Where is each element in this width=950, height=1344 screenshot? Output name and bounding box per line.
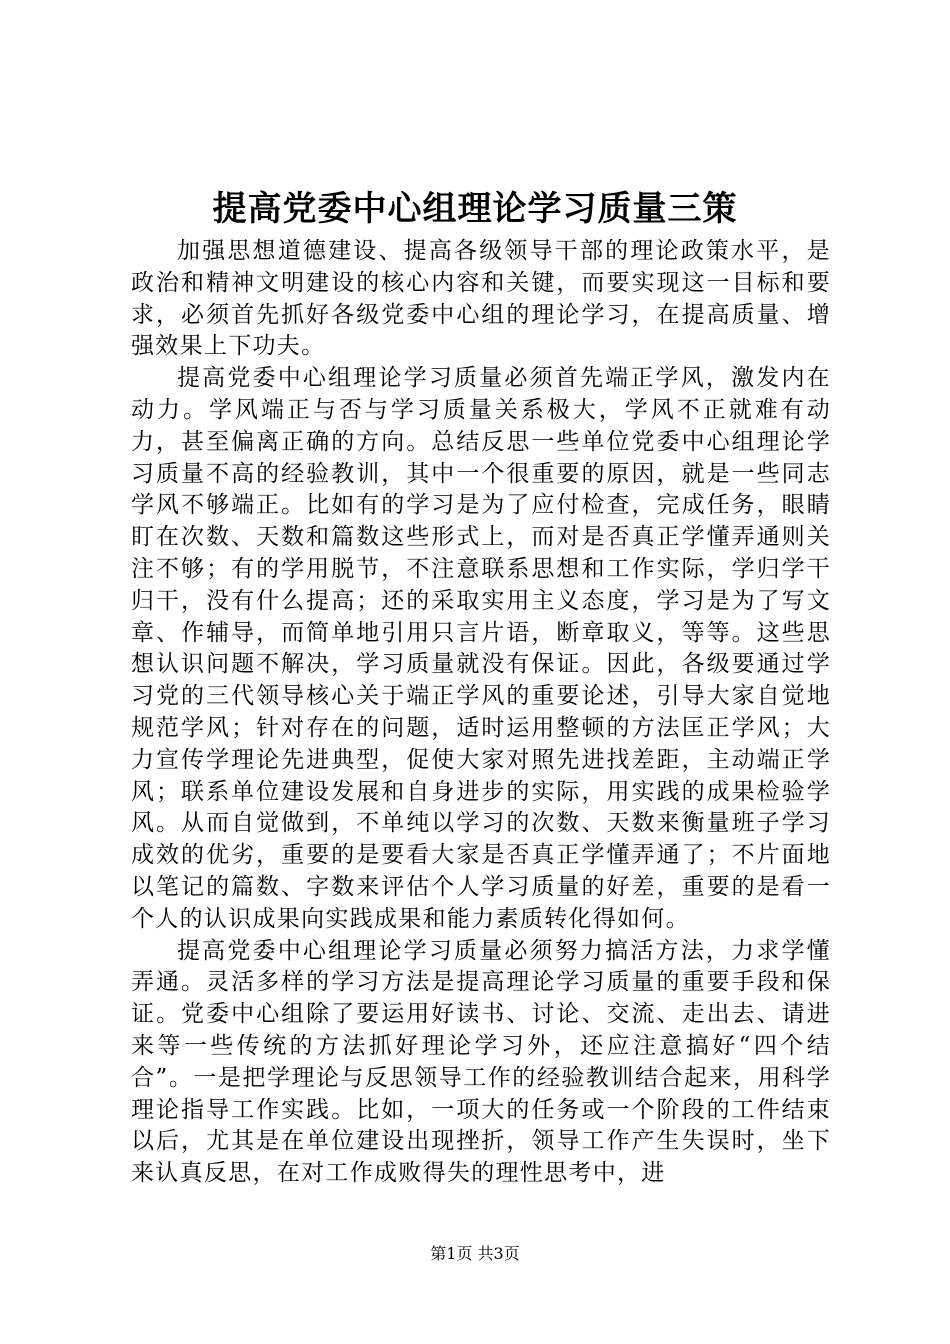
paragraph: 提高党委中心组理论学习质量必须首先端正学风，激发内在动力。学风端正与否与学习质量关系极大，学风不正就难有动力，甚至偏离正确的方向。总结反思一些单位党委中心组理论学习质量不高的经验教训，其中一个很重要的原因，就是一些同志学风不够端正。比如有的学习是为了应付检查，完成任务，眼睛盯在次数、天数和篇数这些形式上，而对是否真正学懂弄通则关注不够；有的学用脱节，不注意联系思想和工作实际，学归学干归干，没有什么提高；还的采取实用主义态度，学习是为了写文章、作辅导，而简单地引用只言片语，断章取义，等等。这些思想认识问题不解决，学习质量就没有保证。因此，各级要通过学习党的三代领导核心关于端正学风的重要论述，引导大家自觉地规范学风；针对存在的问题，适时运用整顿的方法匡正学风；大力宣传学理论先进典型，促使大家对照先进找差距，主动端正学风；联系单位建设发展和自身进步的实际，用实践的成果检验学风。从而自觉做到，不单纯以学习的次数、天数来衡量班子学习成效的优劣，重要的是要看大家是否真正学懂弄通了；不片面地以笔记的篇数、字数来评估个人学习质量的好差，重要的是看一个人的认识成果向实践成果和能力素质转化得如何。 <box>131 365 831 932</box>
document-title: 提高党委中心组理论学习质量三策 <box>212 189 738 229</box>
paragraph: 加强思想道德建设、提高各级领导干部的理论政策水平，是政治和精神文明建设的核心内容和关键，而要实现这一目标和要求，必须首先抓好各级党委中心组的理论学习，在提高质量、增强效果上下功夫。 <box>131 238 831 360</box>
page-number-footer: 第1页 共3页 <box>430 1244 520 1263</box>
paragraph: 提高党委中心组理论学习质量必须努力搞活方法，力求学懂弄通。灵活多样的学习方法是提高理论学习质量的重要手段和保证。党委中心组除了要运用好读书、讨论、交流、走出去、请进来等一些传统的方法抓好理论学习外，还应注意搞好“四个结合”。一是把学理论与反思领导工作的经验教训结合起来，用科学理论指导工作实践。比如，一项大的任务或一个阶段的工件结束以后，尤其是在单位建设出现挫折，领导工作产生失误时，坐下来认真反思，在对工作成败得失的理性思考中，进 <box>131 937 831 1187</box>
document-body <box>131 236 831 1190</box>
